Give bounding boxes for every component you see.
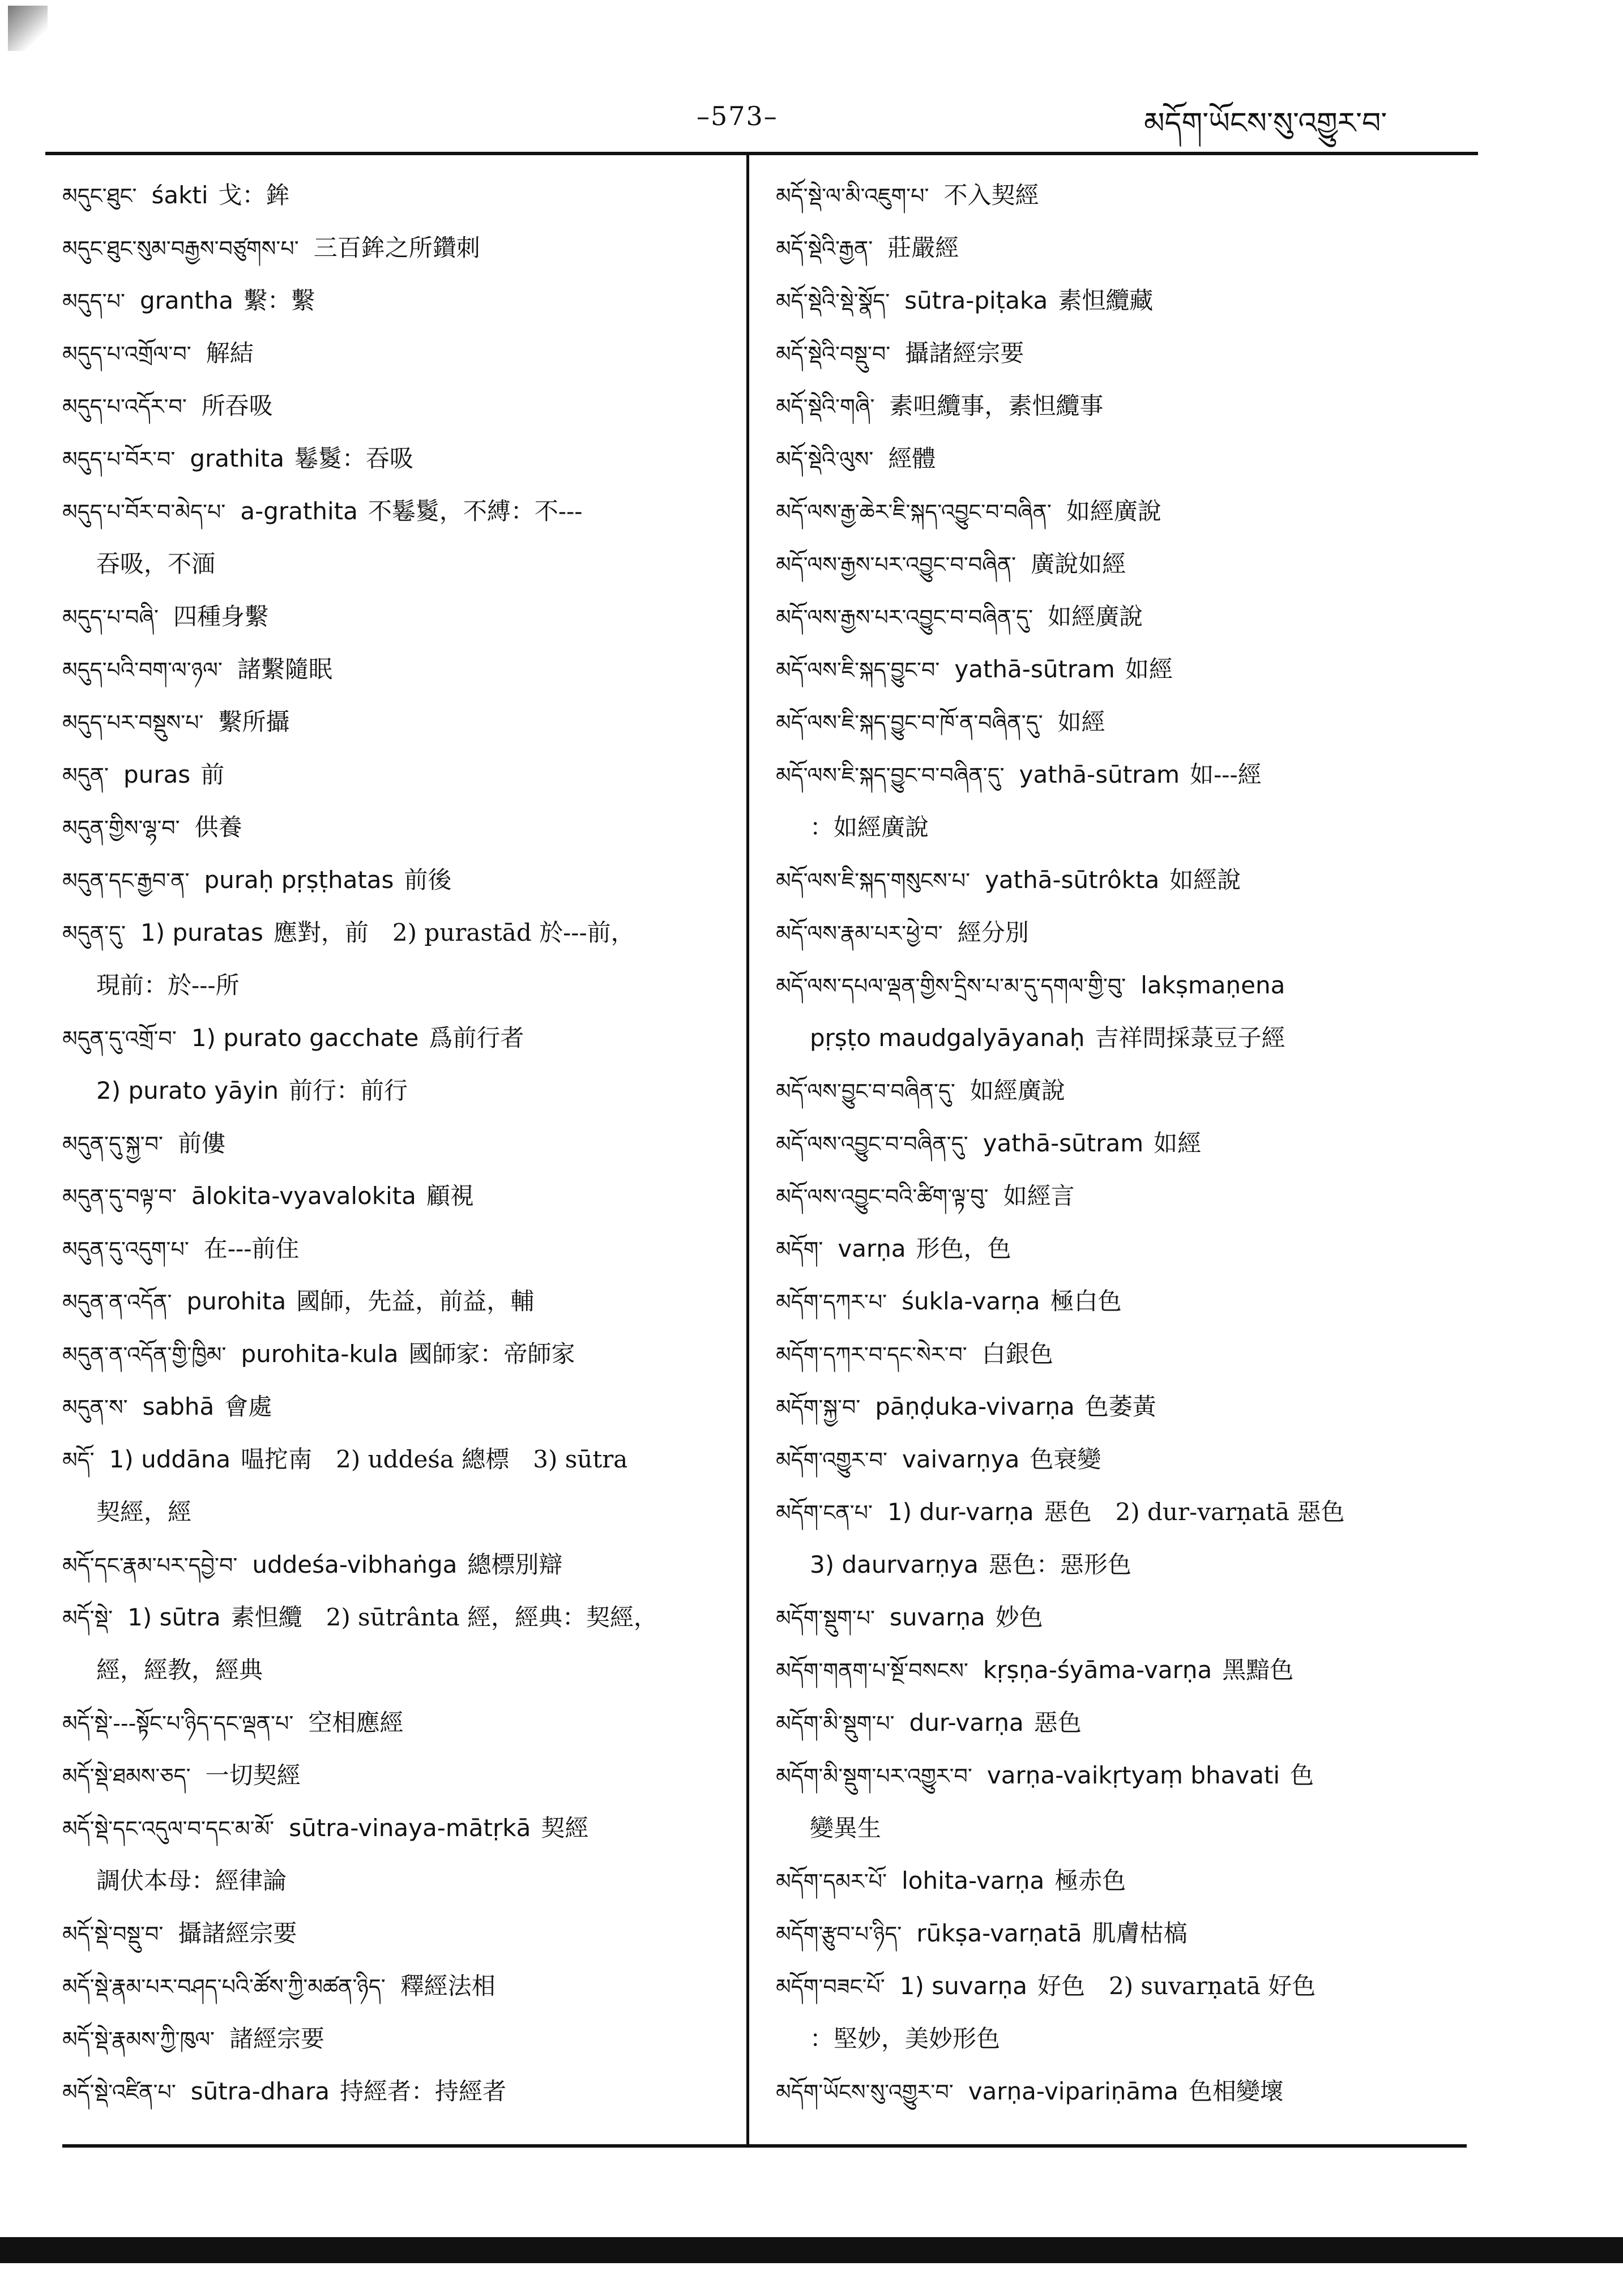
tibetan-headword: མདུད་པ་བཞི་ <box>62 605 159 630</box>
chinese-gloss: 應對，前 2) purastād 於---前， <box>273 919 635 946</box>
page-number: –573– <box>697 101 778 131</box>
dictionary-entry <box>776 1696 1478 1749</box>
chinese-gloss: 莊嚴經 <box>887 234 959 262</box>
tibetan-headword: མདུན་དུ་སྐྱ་བ་ <box>62 1132 163 1156</box>
chinese-gloss: 色衰變 <box>1030 1445 1101 1473</box>
dictionary-entry <box>62 1907 736 1960</box>
sanskrit-equivalent: varṇa-vipariṇāma <box>968 2077 1178 2105</box>
dictionary-entry <box>776 485 1478 537</box>
dictionary-entry <box>776 169 1478 221</box>
chinese-gloss: 變異生 <box>810 1814 882 1842</box>
entry-continuation <box>62 1064 736 1117</box>
chinese-gloss: 嗢拕南 2) uddeśa 總標 3) sūtra <box>241 1445 628 1473</box>
chinese-gloss: 經體 <box>888 445 936 472</box>
tibetan-headword: མདོག་ <box>776 1237 823 1262</box>
sanskrit-equivalent: sabhā <box>142 1393 215 1420</box>
dictionary-entry <box>62 590 736 643</box>
dictionary-entry <box>62 801 736 853</box>
tibetan-headword: མདོ་སྡེ་ལ་མི་འཇུག་པ་ <box>776 183 929 208</box>
tibetan-headword: མདོ་སྡེ་རྣམས་ཀྱི་ཁུལ་ <box>62 2027 215 2052</box>
chinese-gloss: 素怛纜藏 <box>1058 287 1154 314</box>
chinese-gloss: 如經廣說 <box>969 1077 1065 1104</box>
dictionary-entry <box>776 1380 1478 1433</box>
tibetan-headword: མདོ་ལས་འབྱུང་བ་བཞིན་དུ་ <box>776 1132 968 1156</box>
sanskrit-equivalent: yathā-sūtram <box>1019 761 1180 788</box>
scan-bottom-band <box>0 2237 1623 2263</box>
tibetan-headword: མདོག་གནག་པ་སྔོ་བསངས་ <box>776 1658 968 1683</box>
chinese-gloss: 形色，色 <box>916 1235 1011 1262</box>
entry-continuation <box>62 537 736 590</box>
sanskrit-equivalent: 1) puratas <box>140 919 263 946</box>
chinese-gloss: 廣說如經 <box>1031 550 1126 578</box>
sanskrit-equivalent: lohita-varṇa <box>902 1867 1045 1894</box>
sanskrit-equivalent: 2) purato yāyin <box>96 1077 279 1104</box>
sanskrit-equivalent: sūtra-vinaya-mātṛkā <box>289 1814 531 1842</box>
sanskrit-equivalent: varṇa <box>838 1235 906 1262</box>
dictionary-entry <box>62 485 736 537</box>
dictionary-entry <box>62 906 736 959</box>
tibetan-headword: མདོ་སྡེའི་བསྡུ་བ་ <box>776 342 891 366</box>
sanskrit-equivalent: sūtra-dhara <box>190 2077 330 2105</box>
dictionary-entry <box>62 643 736 695</box>
tibetan-headword: མདུང་ཐུང་ <box>62 183 137 208</box>
dictionary-entry <box>62 1538 736 1591</box>
entry-continuation <box>62 1486 736 1538</box>
chinese-gloss: 惡色 <box>1033 1709 1082 1736</box>
chinese-gloss: 色 <box>1290 1761 1314 1789</box>
dictionary-entry <box>776 1749 1478 1802</box>
tibetan-headword: མདུན་དུ་ <box>62 921 126 946</box>
tibetan-headword: མདུན་དུ་འགྲོ་བ་ <box>62 1026 177 1051</box>
chinese-gloss: 諸經宗要 <box>229 2025 325 2052</box>
chinese-gloss: 國師家：帝師家 <box>408 1340 575 1368</box>
sanskrit-equivalent: grantha <box>140 287 234 314</box>
chinese-gloss: 色萎黃 <box>1084 1393 1156 1420</box>
dictionary-entry <box>62 1117 736 1170</box>
dictionary-entry <box>776 1644 1478 1696</box>
tibetan-headword: མདོ་ལས་འབྱུང་བའི་ཚིག་ལྟ་བུ་ <box>776 1184 989 1209</box>
chinese-gloss: 肌膚枯槁 <box>1092 1919 1188 1947</box>
tibetan-headword: མདུད་པའི་བག་ལ་ཉལ་ <box>62 658 223 682</box>
dictionary-entry <box>62 1960 736 2012</box>
entry-continuation <box>62 959 736 1012</box>
chinese-gloss: 前僂 <box>177 1129 225 1157</box>
dictionary-entry <box>62 695 736 748</box>
tibetan-headword: མདོ་ <box>62 1448 95 1473</box>
dictionary-entry <box>776 1170 1478 1222</box>
tibetan-headword: མདུན་གྱིས་ལྷ་བ་ <box>62 816 180 840</box>
tibetan-headword: མདོ་སྡེའི་སྡེ་སྣོད་ <box>776 289 890 314</box>
dictionary-entry <box>62 2065 736 2118</box>
tibetan-headword: མདོ་སྡེ་---སྟོང་པ་ཉིད་དང་ལྡན་པ་ <box>62 1711 294 1736</box>
tibetan-headword: མདུན་ན་འདོན་གྱི་ཁྱིམ་ <box>62 1342 227 1367</box>
chinese-gloss: 極赤色 <box>1054 1867 1126 1894</box>
dictionary-entry <box>776 1275 1478 1328</box>
tibetan-headword: མདུན་དུ་འདུག་པ་ <box>62 1237 189 1262</box>
tibetan-headword: མདུང་ཐུང་སུམ་བརྒྱས་བཙུགས་པ་ <box>62 236 299 261</box>
dictionary-entry <box>776 1486 1478 1538</box>
dictionary-entry <box>776 432 1478 485</box>
sanskrit-equivalent: pāṇḍuka-vivarṇa <box>875 1393 1075 1420</box>
sanskrit-equivalent: dur-varṇa <box>909 1709 1024 1736</box>
dictionary-entry <box>776 748 1478 801</box>
tibetan-headword: མདོ་སྡེ་རྣམ་པར་བཤད་པའི་ཚོས་ཀྱི་མཚན་ཉིད་ <box>62 1974 386 1999</box>
tibetan-headword: མདོག་མི་སྡུག་པ་ <box>776 1711 895 1736</box>
tibetan-headword: མདོ་སྡེ་ཐམས་ཅད་ <box>62 1764 191 1789</box>
chinese-gloss: 三百鉾之所鑽刺 <box>313 234 480 262</box>
chinese-gloss: 調伏本母：經律論 <box>96 1867 287 1894</box>
chinese-gloss: 如經 <box>1057 708 1105 736</box>
footer-rule <box>62 2144 1467 2148</box>
dictionary-entry <box>776 537 1478 590</box>
dictionary-entry <box>62 221 736 274</box>
entry-continuation <box>776 1538 1478 1591</box>
sanskrit-equivalent: varṇa-vaikṛtyaṃ bhavati <box>986 1761 1280 1789</box>
tibetan-headword: མདོག་འགྱུར་བ་ <box>776 1448 887 1473</box>
chinese-gloss: ：堅妙，美妙形色 <box>810 2025 1001 2052</box>
tibetan-headword: མདོ་ལས་ཇི་སྐད་བྱུང་བ་ <box>776 658 940 682</box>
header-rule <box>45 152 1478 155</box>
sanskrit-equivalent: yathā-sūtram <box>983 1129 1144 1157</box>
dictionary-entry <box>776 1433 1478 1486</box>
tibetan-headword: མདོག་རྩུབ་པ་ཉིད་ <box>776 1922 902 1947</box>
sanskrit-equivalent: purohita <box>186 1287 287 1315</box>
sanskrit-equivalent: 1) sūtra <box>127 1603 221 1631</box>
tibetan-headword: མདོག་བཟང་པོ་ <box>776 1974 885 1999</box>
sanskrit-equivalent: lakṣmaṇena <box>1141 971 1285 999</box>
tibetan-headword: མདོག་དཀར་བ་དང་སེར་བ་ <box>776 1342 967 1367</box>
dictionary-entry <box>62 1328 736 1380</box>
dictionary-entry <box>62 432 736 485</box>
tibetan-headword: མདོ་སྡེ་ <box>62 1606 113 1631</box>
chinese-gloss: 白銀色 <box>981 1340 1053 1368</box>
tibetan-headword: མདུད་པར་བསྡུས་པ་ <box>62 710 204 735</box>
tibetan-headword: མདུད་པ་འགྲོལ་བ་ <box>62 342 191 366</box>
dictionary-entry <box>776 1854 1478 1907</box>
tibetan-headword: མདོག་སྡུག་པ་ <box>776 1606 875 1631</box>
dictionary-entry <box>776 853 1478 906</box>
sanskrit-equivalent: 1) suvarṇa <box>899 1972 1027 2000</box>
tibetan-headword: མདོ་སྡེའི་ལུས་ <box>776 447 874 472</box>
sanskrit-equivalent: 1) dur-varṇa <box>887 1498 1034 1526</box>
sanskrit-equivalent: yathā-sūtram <box>954 655 1115 683</box>
tibetan-headword: མདོ་ལས་ཇི་སྐད་བྱུང་བ་བཞིན་དུ་ <box>776 763 1005 788</box>
chinese-gloss: 解結 <box>206 339 254 367</box>
chinese-gloss: 繫：繫 <box>244 287 315 314</box>
tibetan-headword: མདོག་མི་སྡུག་པར་འགྱུར་བ་ <box>776 1764 972 1789</box>
chinese-gloss: 在---前住 <box>203 1235 300 1262</box>
dictionary-entry <box>62 1591 736 1644</box>
dictionary-entry <box>776 1591 1478 1644</box>
sanskrit-equivalent: 1) purato gacchate <box>191 1024 419 1052</box>
running-head: མདོག་ཡོངས་སུ་འགྱུར་བ་ <box>1144 106 1387 140</box>
sanskrit-equivalent: purohita-kula <box>241 1340 399 1368</box>
chinese-gloss: 爲前行者 <box>429 1024 524 1052</box>
dictionary-entry <box>62 327 736 379</box>
chinese-gloss: 惡色 2) dur-varṇatā 惡色 <box>1044 1498 1345 1526</box>
chinese-gloss: 四種身繫 <box>173 603 268 630</box>
entry-continuation <box>62 1644 736 1696</box>
dictionary-entry <box>62 1696 736 1749</box>
tibetan-headword: མདོ་དང་རྣམ་པར་དབྱེ་བ་ <box>62 1553 238 1578</box>
entry-continuation <box>776 801 1478 853</box>
chinese-gloss: 攝諸經宗要 <box>178 1919 297 1947</box>
chinese-gloss: 不鬈鬉，不縛：不--- <box>368 497 583 525</box>
sanskrit-equivalent: vaivarṇya <box>902 1445 1020 1473</box>
dictionary-entry <box>776 1328 1478 1380</box>
dictionary-entry <box>776 274 1478 327</box>
sanskrit-equivalent: 1) uddāna <box>109 1445 231 1473</box>
chinese-gloss: 會處 <box>224 1393 272 1420</box>
chinese-gloss: 釋經法相 <box>400 1972 496 2000</box>
chinese-gloss: 顧視 <box>426 1182 474 1210</box>
chinese-gloss: 不入契經 <box>943 181 1039 209</box>
chinese-gloss: 如經 <box>1154 1129 1202 1157</box>
entry-continuation <box>776 2012 1478 2065</box>
chinese-gloss: 國師，先益，前益，輔 <box>296 1287 535 1315</box>
tibetan-headword: མདུན་དང་རྒྱབ་ན་ <box>62 868 190 893</box>
tibetan-headword: མདུན་ས་ <box>62 1395 128 1420</box>
chinese-gloss: 現前：於---所 <box>96 971 240 999</box>
column-divider <box>746 152 749 2145</box>
tibetan-headword: མདོ་ལས་ཇི་སྐད་གསུངས་པ་ <box>776 868 971 893</box>
chinese-gloss: 鬈鬉：吞吸 <box>294 445 414 472</box>
tibetan-headword: མདུན་ <box>62 763 109 788</box>
entry-continuation <box>776 1802 1478 1854</box>
chinese-gloss: 素呾纜事，素怛纜事 <box>889 392 1104 420</box>
tibetan-headword: མདུན་ན་འདོན་ <box>62 1290 172 1315</box>
chinese-gloss: 前行：前行 <box>289 1077 408 1104</box>
dictionary-entry <box>776 1064 1478 1117</box>
dictionary-entry <box>62 1275 736 1328</box>
dictionary-entry <box>62 1749 736 1802</box>
chinese-gloss: 如---經 <box>1190 761 1262 788</box>
tibetan-headword: མདོ་ལས་རྒྱས་པར་འབྱུང་བ་བཞིན་དུ་ <box>776 605 1033 630</box>
tibetan-headword: མདོ་སྡེ་བསྡུ་བ་ <box>62 1922 164 1947</box>
scan-corner-mark <box>8 6 48 51</box>
entry-continuation <box>62 1854 736 1907</box>
dictionary-entry <box>776 1907 1478 1960</box>
sanskrit-equivalent: ālokita-vyavalokita <box>191 1182 416 1210</box>
dictionary-entry <box>62 1433 736 1486</box>
dictionary-entry <box>62 1170 736 1222</box>
dictionary-entry <box>62 853 736 906</box>
tibetan-headword: མདོག་ངན་པ་ <box>776 1500 873 1525</box>
tibetan-headword: མདོ་ལས་དཔལ་ལྡན་གྱིས་དྲིས་པ་མ་དུ་དགལ་གྱི་བུ་ <box>776 974 1126 998</box>
dictionary-entry <box>776 1117 1478 1170</box>
tibetan-headword: མདོག་དཀར་པ་ <box>776 1290 887 1315</box>
sanskrit-equivalent: suvarṇa <box>890 1603 985 1631</box>
chinese-gloss: 空相應經 <box>308 1709 404 1736</box>
chinese-gloss: 如經廣說 <box>1048 603 1143 630</box>
sanskrit-equivalent: śakti <box>151 181 208 209</box>
chinese-gloss: 前後 <box>404 866 452 894</box>
tibetan-headword: མདོ་ལས་རྣམ་པར་ཕྱེ་བ་ <box>776 921 943 946</box>
tibetan-headword: མདོ་ལས་རྒྱས་པར་འབྱུང་བ་བཞིན་ <box>776 552 1016 577</box>
chinese-gloss: 黑黯色 <box>1222 1656 1294 1684</box>
sanskrit-equivalent: śukla-varṇa <box>902 1287 1040 1315</box>
chinese-gloss: 繫所攝 <box>218 708 290 736</box>
dictionary-entry <box>62 169 736 221</box>
sanskrit-equivalent: grathita <box>190 445 284 472</box>
chinese-gloss: 總標別辯 <box>467 1551 563 1578</box>
tibetan-headword: མདོག་ཡོངས་སུ་འགྱུར་བ་ <box>776 2080 954 2105</box>
chinese-gloss: 如經 <box>1125 655 1173 683</box>
sanskrit-equivalent: sūtra-piṭaka <box>904 287 1048 314</box>
sanskrit-equivalent: rūkṣa-varṇatā <box>916 1919 1082 1947</box>
sanskrit-equivalent: yathā-sūtrôkta <box>985 866 1160 894</box>
chinese-gloss: 妙色 <box>995 1603 1043 1631</box>
tibetan-headword: མདུན་དུ་བལྟ་བ་ <box>62 1184 177 1209</box>
chinese-gloss: 所吞吸 <box>201 392 273 420</box>
dictionary-entry <box>62 1222 736 1275</box>
chinese-gloss: 色相變壞 <box>1188 2077 1284 2105</box>
dictionary-entry <box>776 906 1478 959</box>
dictionary-entry <box>62 1012 736 1064</box>
chinese-gloss: ：如經廣說 <box>810 813 929 841</box>
tibetan-headword: མདོ་ལས་ཇི་སྐད་བྱུང་བ་ཁོ་ན་བཞིན་དུ་ <box>776 710 1043 735</box>
chinese-gloss: 供養 <box>194 813 242 841</box>
dictionary-entry <box>776 643 1478 695</box>
tibetan-headword: མདོ་སྡེའི་རྒྱན་ <box>776 236 873 261</box>
sanskrit-equivalent: puraḥ pṛṣṭhatas <box>204 866 394 894</box>
tibetan-headword: མདུད་པ་ <box>62 289 125 314</box>
dictionary-entry <box>776 695 1478 748</box>
dictionary-entry <box>776 959 1478 1012</box>
chinese-gloss: 吞吸，不湎 <box>96 550 216 578</box>
chinese-gloss: 如經說 <box>1169 866 1241 894</box>
sanskrit-equivalent: 3) daurvarṇya <box>810 1551 979 1578</box>
chinese-gloss: 契經 <box>541 1814 589 1842</box>
dictionary-entry <box>776 2065 1478 2118</box>
sanskrit-equivalent: kṛṣṇa-śyāma-varṇa <box>983 1656 1212 1684</box>
sanskrit-equivalent: uddeśa-vibhaṅga <box>252 1551 458 1578</box>
tibetan-headword: མདུད་པ་བོར་བ་ <box>62 447 176 472</box>
chinese-gloss: 極白色 <box>1050 1287 1122 1315</box>
entry-continuation <box>776 1012 1478 1064</box>
left-column <box>62 169 736 2118</box>
tibetan-headword: མདུད་པ་བོར་བ་མེད་པ་ <box>62 500 226 524</box>
dictionary-entry <box>776 221 1478 274</box>
tibetan-headword: མདོ་སྡེ་འཛིན་པ་ <box>62 2080 176 2105</box>
dictionary-entry <box>62 274 736 327</box>
chinese-gloss: 經，經教，經典 <box>96 1656 263 1684</box>
tibetan-headword: མདོག་སྐྱ་བ་ <box>776 1395 861 1420</box>
tibetan-headword: མདོག་དམར་པོ་ <box>776 1869 887 1894</box>
chinese-gloss: 經分別 <box>957 919 1029 946</box>
chinese-gloss: 攝諸經宗要 <box>905 339 1024 367</box>
dictionary-entry <box>776 1222 1478 1275</box>
sanskrit-equivalent: pṛṣṭo maudgalyāyanaḥ <box>810 1024 1085 1052</box>
dictionary-entry <box>62 379 736 432</box>
chinese-gloss: 如經言 <box>1003 1182 1075 1210</box>
dictionary-entry <box>776 327 1478 379</box>
tibetan-headword: མདུད་པ་འདོར་བ་ <box>62 394 187 419</box>
dictionary-entry <box>776 379 1478 432</box>
chinese-gloss: 契經，經 <box>96 1498 192 1526</box>
chinese-gloss: 持經者：持經者 <box>339 2077 506 2105</box>
dictionary-entry <box>62 1802 736 1854</box>
chinese-gloss: 素怛纜 2) sūtrânta 經，經典：契經， <box>230 1603 657 1631</box>
tibetan-headword: མདོ་ལས་བྱུང་བ་བཞིན་དུ་ <box>776 1079 955 1104</box>
chinese-gloss: 諸繫隨眠 <box>237 655 332 683</box>
chinese-gloss: 好色 2) suvarṇatā 好色 <box>1037 1972 1316 2000</box>
tibetan-headword: མདོ་ལས་རྒྱ་ཆེར་ཇི་སྐད་འབྱུང་བ་བཞིན་ <box>776 500 1052 524</box>
dictionary-entry <box>62 748 736 801</box>
chinese-gloss: 如經廣說 <box>1066 497 1161 525</box>
tibetan-headword: མདོ་སྡེའི་གཞི་ <box>776 394 875 419</box>
chinese-gloss: 惡色：惡形色 <box>988 1551 1131 1578</box>
chinese-gloss: 戈：鉾 <box>218 181 290 209</box>
right-column <box>776 169 1478 2118</box>
dictionary-entry <box>62 2012 736 2065</box>
sanskrit-equivalent: puras <box>123 761 191 788</box>
chinese-gloss: 一切契經 <box>205 1761 301 1789</box>
dictionary-entry <box>776 590 1478 643</box>
sanskrit-equivalent: a-grathita <box>240 497 358 525</box>
tibetan-headword: མདོ་སྡེ་དང་འདུལ་བ་དང་མ་མོ་ <box>62 1816 275 1841</box>
chinese-gloss: 前 <box>200 761 225 788</box>
chinese-gloss: 吉祥問採菉豆子經 <box>1095 1024 1285 1052</box>
dictionary-entry <box>62 1380 736 1433</box>
dictionary-entry <box>776 1960 1478 2012</box>
